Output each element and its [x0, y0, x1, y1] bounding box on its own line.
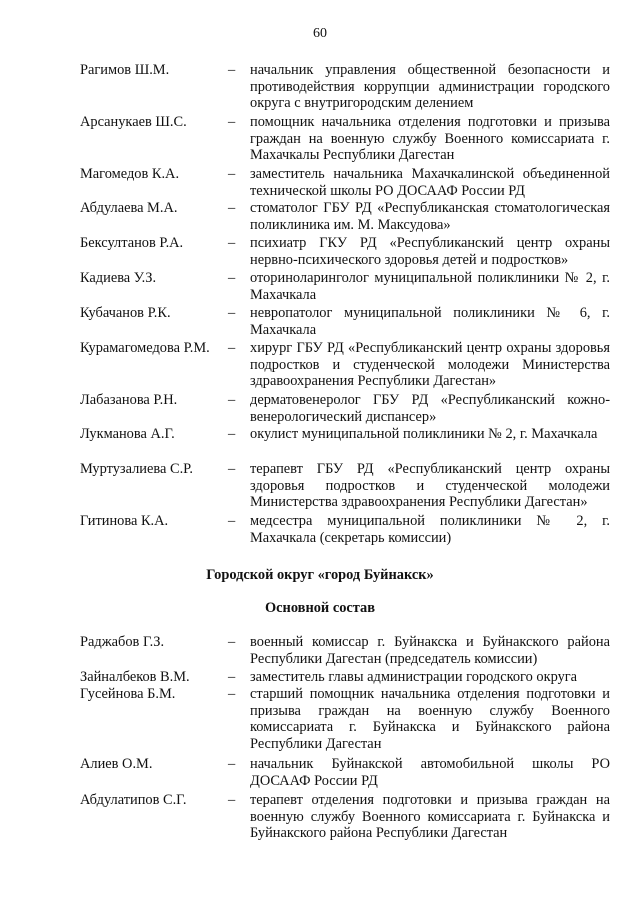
member-name: Кадиева У.З.: [80, 270, 157, 286]
dash: –: [228, 340, 236, 356]
dash: –: [228, 270, 236, 286]
member-position: оториноларинголог муниципальной поликлиники № 2, г. Махачкала: [250, 270, 610, 303]
dash: –: [228, 305, 236, 321]
dash: –: [228, 62, 236, 78]
section-title: Городской округ «город Буйнакск»: [206, 567, 434, 583]
member-position: окулист муниципальной поликлиники № 2, г. Махачкала: [250, 426, 598, 442]
member-position: невропатолог муниципальной поликлиники № 6, г. Махачкала: [250, 305, 610, 338]
member-name: Муртузалиева С.Р.: [80, 461, 193, 477]
section-subtitle: Основной состав: [264, 600, 376, 616]
member-name: Арсанукаев Ш.С.: [80, 114, 187, 130]
member-name: Гитинова К.А.: [80, 513, 169, 529]
member-name: Лабазанова Р.Н.: [80, 392, 178, 408]
member-position: военный комиссар г. Буйнакска и Буйнакского района Республики Дагестан (председатель комиссии): [250, 634, 610, 667]
dash: –: [228, 200, 236, 216]
dash: –: [228, 513, 236, 529]
member-position: дерматовенеролог ГБУ РД «Республиканский кожно-венерологический диспансер»: [250, 392, 610, 425]
member-position: психиатр ГКУ РД «Республиканский центр охраны нервно-психического здоровья детей и подростков»: [250, 235, 610, 268]
member-position: медсестра муниципальной поликлиники № 2, г. Махачкала (секретарь комиссии): [250, 513, 610, 546]
member-position: хирург ГБУ РД «Республиканский центр охраны здоровья подростков и студенческой молодежи Министерства здравоохранения Республики Дагестан»: [250, 340, 610, 390]
member-name: Магомедов К.А.: [80, 166, 180, 182]
dash: –: [228, 426, 236, 442]
member-name: Абдулатипов С.Г.: [80, 792, 187, 808]
member-position: начальник управления общественной безопасности и противодействия коррупции администрации городского округа с внутригородским делением: [250, 62, 610, 112]
member-name: Курамагомедова Р.М.: [80, 340, 210, 356]
member-name: Гусейнова Б.М.: [80, 686, 176, 702]
dash: –: [228, 634, 236, 650]
member-name: Алиев О.М.: [80, 756, 153, 772]
member-position: начальник Буйнакской автомобильной школы РО ДОСААФ России РД: [250, 756, 610, 789]
member-position: помощник начальника отделения подготовки и призыва граждан на военную службу Военного комиссариата г. Махачкалы Республики Дагестан: [250, 114, 610, 164]
dash: –: [228, 235, 236, 251]
member-name: Бексултанов Р.А.: [80, 235, 184, 251]
dash: –: [228, 166, 236, 182]
member-position: старший помощник начальника отделения подготовки и призыва граждан на военную службу Военного комиссариата г. Буйнакска и Буйнакского района Республики Дагестан: [250, 686, 610, 752]
member-name: Лукманова А.Г.: [80, 426, 175, 442]
member-position: терапевт отделения подготовки и призыва граждан на военную службу Военного комиссариата г. Буйнакска и Буйнакского района Республики Дагестан: [250, 792, 610, 842]
dash: –: [228, 114, 236, 130]
dash: –: [228, 669, 236, 685]
member-name: Раджабов Г.З.: [80, 634, 165, 650]
dash: –: [228, 756, 236, 772]
member-name: Рагимов Ш.М.: [80, 62, 170, 78]
dash: –: [228, 392, 236, 408]
member-position: заместитель главы администрации городского округа: [250, 669, 578, 685]
member-position: заместитель начальника Махачкалинской объединенной технической школы РО ДОСААФ России РД: [250, 166, 610, 199]
member-position: терапевт ГБУ РД «Республиканский центр охраны здоровья подростков и студенческой молодежи Министерства здравоохранения Республики Дагестан»: [250, 461, 610, 511]
member-name: Кубачанов Р.К.: [80, 305, 171, 321]
dash: –: [228, 792, 236, 808]
dash: –: [228, 461, 236, 477]
page-number: 60: [313, 26, 327, 41]
dash: –: [228, 686, 236, 702]
member-name: Абдулаева М.А.: [80, 200, 178, 216]
member-position: стоматолог ГБУ РД «Республиканская стоматологическая поликлиника им. М. Максудова»: [250, 200, 610, 233]
member-name: Зайналбеков В.М.: [80, 669, 190, 685]
